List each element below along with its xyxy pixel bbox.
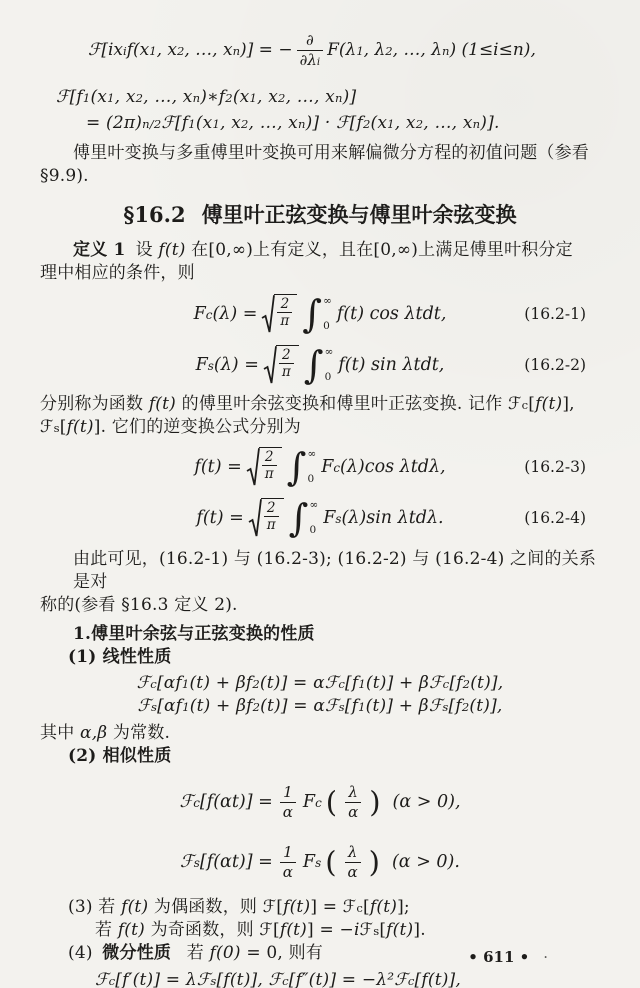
equation-body: $F_s(\lambda)\sin$ λtdλ. [323, 508, 444, 528]
equation-body: $F_c(\lambda)\cos$ λtdλ, [321, 457, 446, 477]
right-paren: ) [368, 844, 380, 879]
equation-lhs: f(t) = [194, 457, 242, 477]
equation-body: f(t) sin λtdt, [338, 355, 445, 375]
radical-sign-icon [246, 447, 260, 488]
sqrt-numerator: 2 [279, 348, 294, 365]
page-number-dot: · [543, 948, 548, 966]
radicand [274, 294, 297, 331]
intro-paragraph-line1: 傅里叶变换与多重傅里叶变换可用来解偏微分方程的初值问题（参看 [73, 143, 589, 163]
equation-lhs: ℱ$_c$[f(αt)] = [179, 792, 273, 812]
equation-16-2-4 [40, 494, 600, 542]
formula-fourier-derivative [40, 26, 600, 74]
integral [289, 497, 319, 539]
square-root [248, 498, 284, 539]
sqrt-numerator: 2 [277, 297, 292, 314]
page-number-text: • 611 • [468, 948, 530, 966]
left-paren: ( [325, 844, 337, 879]
fraction-numerator: ∂ [297, 32, 324, 51]
coefficient-fraction [280, 844, 296, 880]
lower-limit: 0 [323, 320, 330, 332]
linearity-equation-2: $ℱ_s[\alpha f_1(t) + \beta f_2(t)]$ = $\alpha ℱ_s[f_1(t)]$ + $\beta ℱ_s[f_2(t)]$, [137, 696, 503, 716]
transform-symbol: $F_c$ [302, 792, 322, 812]
sqrt-fraction [262, 450, 277, 483]
integral-limits [309, 498, 318, 538]
fraction-numerator: λ [345, 784, 361, 803]
fraction-numerator: 1 [280, 784, 296, 803]
sqrt-fraction [277, 297, 292, 330]
property-3-line1: (3) 若 f(t) 为偶函数，则 ℱ[f(t)] = ℱ$_c$[f(t)]; [68, 897, 410, 917]
upper-limit: ∞ [323, 295, 332, 307]
transform-symbol: $F_s$ [302, 852, 322, 872]
equation-number: (16.2-1) [524, 305, 586, 323]
upper-limit: ∞ [324, 346, 334, 358]
equation-lhs: $F_s(\lambda)$ = [195, 355, 259, 375]
property-3-line2: 若 f(t) 为奇函数，则 ℱ[f(t)] = −iℱ$_s$[f(t)]. [95, 920, 426, 940]
left-paren: ( [325, 784, 338, 819]
integral-limits [323, 294, 332, 334]
lower-limit: 0 [309, 524, 317, 536]
coefficient-fraction [280, 784, 296, 820]
radical-sign-icon [261, 294, 275, 335]
equation-content [179, 784, 460, 820]
condition: (α > 0), [392, 792, 461, 812]
naming-paragraph-line1: 分别称为函数 f(t) 的傅里叶余弦变换和傅里叶正弦变换. 记作 ℱ$_c$[f(t)], [40, 394, 575, 414]
fraction-denominator: α [282, 862, 293, 881]
lower-limit: 0 [307, 473, 315, 485]
equation-number: (16.2-2) [524, 356, 586, 374]
naming-paragraph-line2: ℱ$_s$[f(t)]. 它们的逆变换公式分别为 [40, 417, 302, 437]
equation-content [194, 446, 445, 488]
linearity-note: 其中 α,β 为常数. [40, 723, 171, 743]
integral-sign: ∫ [303, 343, 324, 387]
integral [302, 293, 332, 335]
sqrt-denominator: π [266, 517, 276, 534]
formula-lhs: $ℱ[ix_if(x_1$, $x_2$, …, $x_n$)] = − [88, 40, 293, 60]
integral [304, 344, 334, 386]
fraction-denominator: α [347, 862, 358, 881]
integral-limits [307, 447, 316, 487]
radicand [261, 498, 284, 535]
equation-content [196, 497, 443, 539]
integral-limits [325, 345, 334, 385]
properties-heading: 1.傅里叶余弦与正弦变换的性质 [73, 624, 315, 644]
definition-line1 [40, 239, 600, 262]
similarity-equation-2 [40, 836, 600, 888]
integral-sign: ∫ [286, 445, 307, 489]
integral-sign: ∫ [302, 292, 323, 336]
sqrt-denominator: π [280, 313, 290, 330]
linearity-equation-1: $ℱ_c[\alpha f_1(t) + \beta f_2(t)]$ = $\alpha ℱ_c[f_1(t)]$ + $\beta ℱ_c[f_2(t)]$, [136, 673, 504, 693]
right-paren: ) [369, 784, 381, 819]
intro-paragraph-line2: §9.9). [40, 166, 89, 186]
property-2-label: (2) 相似性质 [68, 746, 172, 766]
square-root [246, 447, 282, 488]
property-1-label: (1) 线性性质 [68, 647, 172, 667]
integral [287, 446, 317, 488]
radicand [276, 345, 299, 382]
equation-lhs: f(t) = [196, 508, 244, 528]
upper-limit: ∞ [309, 499, 319, 511]
formula-rhs: $F(\lambda_1$, $\lambda_2$, …, $\lambda_n$) (1≤i≤n), [327, 40, 536, 60]
definition-line2: 理中相应的条件，则 [40, 263, 195, 283]
sqrt-numerator: 2 [262, 450, 277, 467]
upper-limit: ∞ [307, 448, 317, 460]
equation-content [196, 344, 445, 386]
fraction-denominator: α [282, 802, 293, 821]
section-heading [40, 200, 600, 230]
sqrt-numerator: 2 [264, 501, 279, 518]
equation-number: (16.2-4) [524, 509, 586, 527]
similarity-equation-1 [40, 776, 600, 828]
property-4-title: 微分性质 [102, 943, 172, 963]
fraction-denominator: α [348, 802, 359, 821]
property-4-number: (4) [68, 943, 93, 963]
fraction-numerator: λ [345, 844, 361, 863]
definition-label: 定义 1 [73, 240, 126, 260]
argument-fraction [345, 784, 361, 820]
symmetry-paragraph-line1: 由此可见，(16.2-1) 与 (16.2-3); (16.2-2) 与 (16.2-4) 之间的关系是对 [73, 549, 597, 592]
radical-sign-icon [248, 498, 262, 539]
definition-text: 设 f(t) 在[0,∞)上有定义，且在[0,∞)上满足傅里叶积分定 [135, 240, 573, 260]
equation-content [180, 844, 460, 880]
argument-fraction [345, 844, 361, 880]
equation-content [194, 293, 447, 335]
radicand [259, 447, 282, 484]
section-title: 傅里叶正弦变换与傅里叶余弦变换 [201, 203, 517, 227]
sqrt-denominator: π [281, 364, 291, 381]
section-number: §16.2 [123, 202, 186, 227]
page-number [468, 948, 548, 966]
sqrt-fraction [279, 348, 294, 381]
equation-body: f(t) cos λtdt, [336, 304, 447, 324]
sqrt-fraction [264, 501, 279, 534]
equation-16-2-1 [40, 290, 600, 338]
equation-lhs: ℱ$_s$[f(αt)] = [180, 852, 273, 872]
symmetry-paragraph-line2: 称的(参看 §16.3 定义 2). [40, 595, 238, 615]
equation-16-2-2 [40, 341, 600, 389]
integral-sign: ∫ [288, 496, 309, 540]
property-4-condition: 若 f(0) = 0, 则有 [186, 943, 323, 963]
condition: (α > 0). [391, 852, 460, 872]
fraction-numerator: 1 [280, 844, 296, 863]
partial-derivative-fraction [297, 32, 324, 68]
square-root [263, 345, 299, 386]
formula-convolution-line1: $ℱ[f_1(x_1$, $x_2$, …, $x_n)∗f_2(x_1$, $x_2$, …, $x_n$)] [56, 87, 357, 107]
formula-convolution-line2: = $(2\pi)^{n/2}ℱ[f_1(x_1$, $x_2$, …, $x_n$)] · $ℱ[f_2(x_1$, $x_2$, …, $x_n$)]. [86, 113, 500, 133]
equation-lhs: $F_c(\lambda)$ = [193, 304, 258, 324]
radical-sign-icon [263, 345, 277, 386]
fraction-denominator: $\partial\lambda_i$ [299, 50, 321, 69]
lower-limit: 0 [324, 371, 332, 383]
equation-16-2-3 [40, 443, 600, 491]
square-root [261, 294, 297, 335]
equation-number: (16.2-3) [524, 458, 586, 476]
derivative-property-equation: ℱ$_c$[f′(t)] = λℱ$_s$[f(t)], ℱ$_c$[f″(t)] = −λ²ℱ$_c$[f(t)], [95, 970, 461, 988]
sqrt-denominator: π [264, 466, 274, 483]
